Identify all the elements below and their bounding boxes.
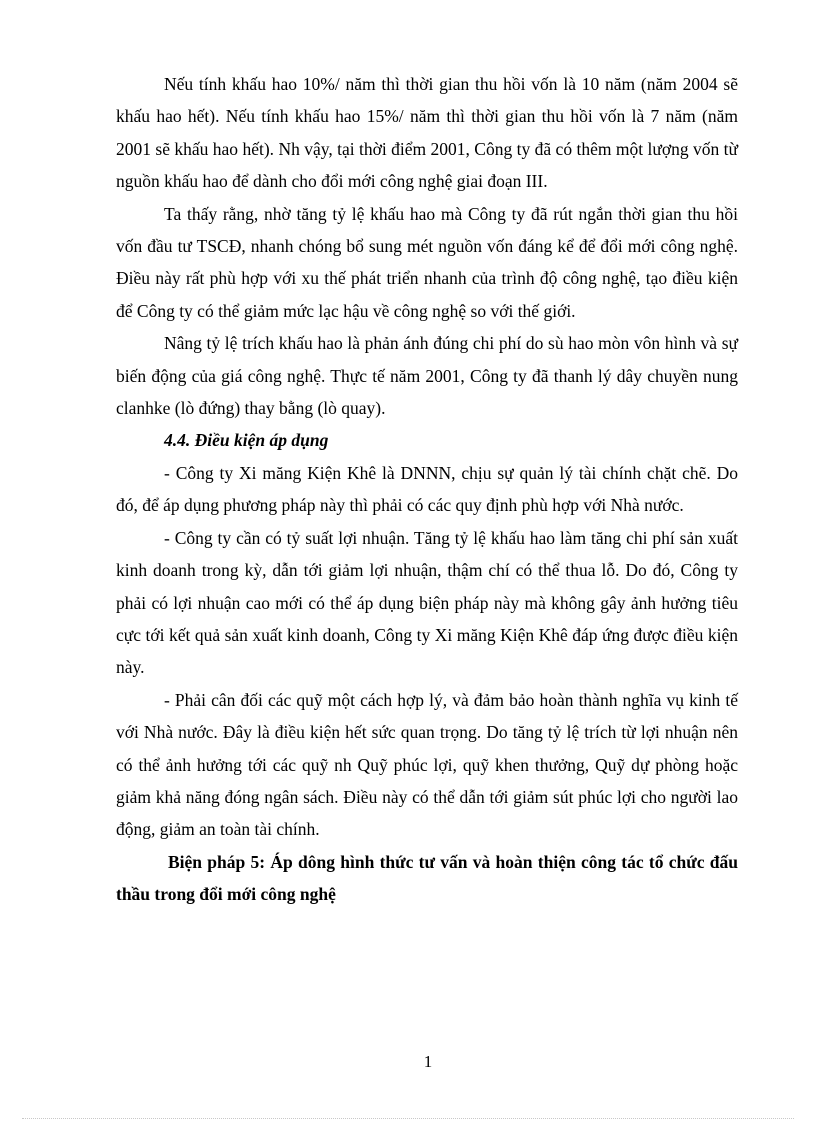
paragraph-depreciation-payback: Nếu tính khấu hao 10%/ năm thì thời gian thu hồi vốn là 10 năm (năm 2004 sẽ khấu hao hết). Nếu tính khấu hao 15%/ năm thì thời gian thu hồi vốn là 7 năm (năm 2001 sẽ khấu hao hết). Nh vậy, tại thời điểm 2001, Công ty đã có thêm một lượng vốn từ nguồn khấu hao để dành cho đổi mới công nghệ giai đoạn III.: [116, 74, 738, 192]
condition-item: - Phải cân đối các quỹ một cách hợp lý, và đảm bảo hoàn thành nghĩa vụ kinh tế với Nhà nước. Đây là điều kiện hết sức quan trọng. Do tăng tỷ lệ trích từ lợi nhuận nên có thể ảnh hưởng tới các quỹ nh Quỹ phúc lợi, quỹ khen thưởng, Quỹ dự phòng hoặc giảm khả năng đóng ngân sách. Điều này có thể dẫn tới giảm sút phúc lợi cho người lao động, giảm an toàn tài chính.: [116, 689, 738, 840]
paragraph-shortened-payback: Ta thấy rằng, nhờ tăng tỷ lệ khấu hao mà Công ty đã rút ngắn thời gian thu hồi vốn đầu tư TSCĐ, nhanh chóng bổ sung mét nguồn vốn đáng kể để đổi mới công nghệ. Điều này rất phù hợp với xu thế phát triển nhanh của trình độ công nghệ, tạo điều kiện để Công ty có thể giảm mức lạc hậu về công nghệ so với thế giới.: [116, 203, 738, 321]
paragraph-depreciation-rate: Nâng tỷ lệ trích khấu hao là phản ánh đúng chi phí do sù hao mòn vôn hình và sự biến động của giá công nghệ. Thực tế năm 2001, Công ty đã thanh lý dây chuyền nung clanhke (lò đứng) thay bằng (lò quay).: [116, 333, 738, 419]
page-number: 1: [423, 1052, 433, 1071]
document-page: [116, 68, 738, 911]
condition-item: - Công ty cần có tỷ suất lợi nhuận. Tăng tỷ lệ khấu hao làm tăng chi phí sản xuất kinh doanh trong kỳ, dẫn tới giảm lợi nhuận, thậm chí có thể thua lỗ. Do đó, Công ty phải có lợi nhuận cao mới có thể áp dụng biện pháp này mà không gây ảnh hưởng tiêu cực tới kết quả sản xuất kinh doanh, Công ty Xi măng Kiện Khê đáp ứng được điều kiện này.: [116, 527, 738, 678]
section-heading: 4.4. Điều kiện áp dụng: [164, 430, 329, 451]
condition-item: - Công ty Xi măng Kiện Khê là DNNN, chịu sự quản lý tài chính chặt chẽ. Do đó, để áp dụng phương pháp này thì phải có các quy định phù hợp với Nhà nước.: [116, 462, 738, 516]
footer-divider: [22, 1118, 794, 1119]
measure-title: Biện pháp 5: Áp dông hình thức tư vấn và hoàn thiện công tác tổ chức đấu thầu trong đổi mới công nghệ: [116, 851, 738, 905]
